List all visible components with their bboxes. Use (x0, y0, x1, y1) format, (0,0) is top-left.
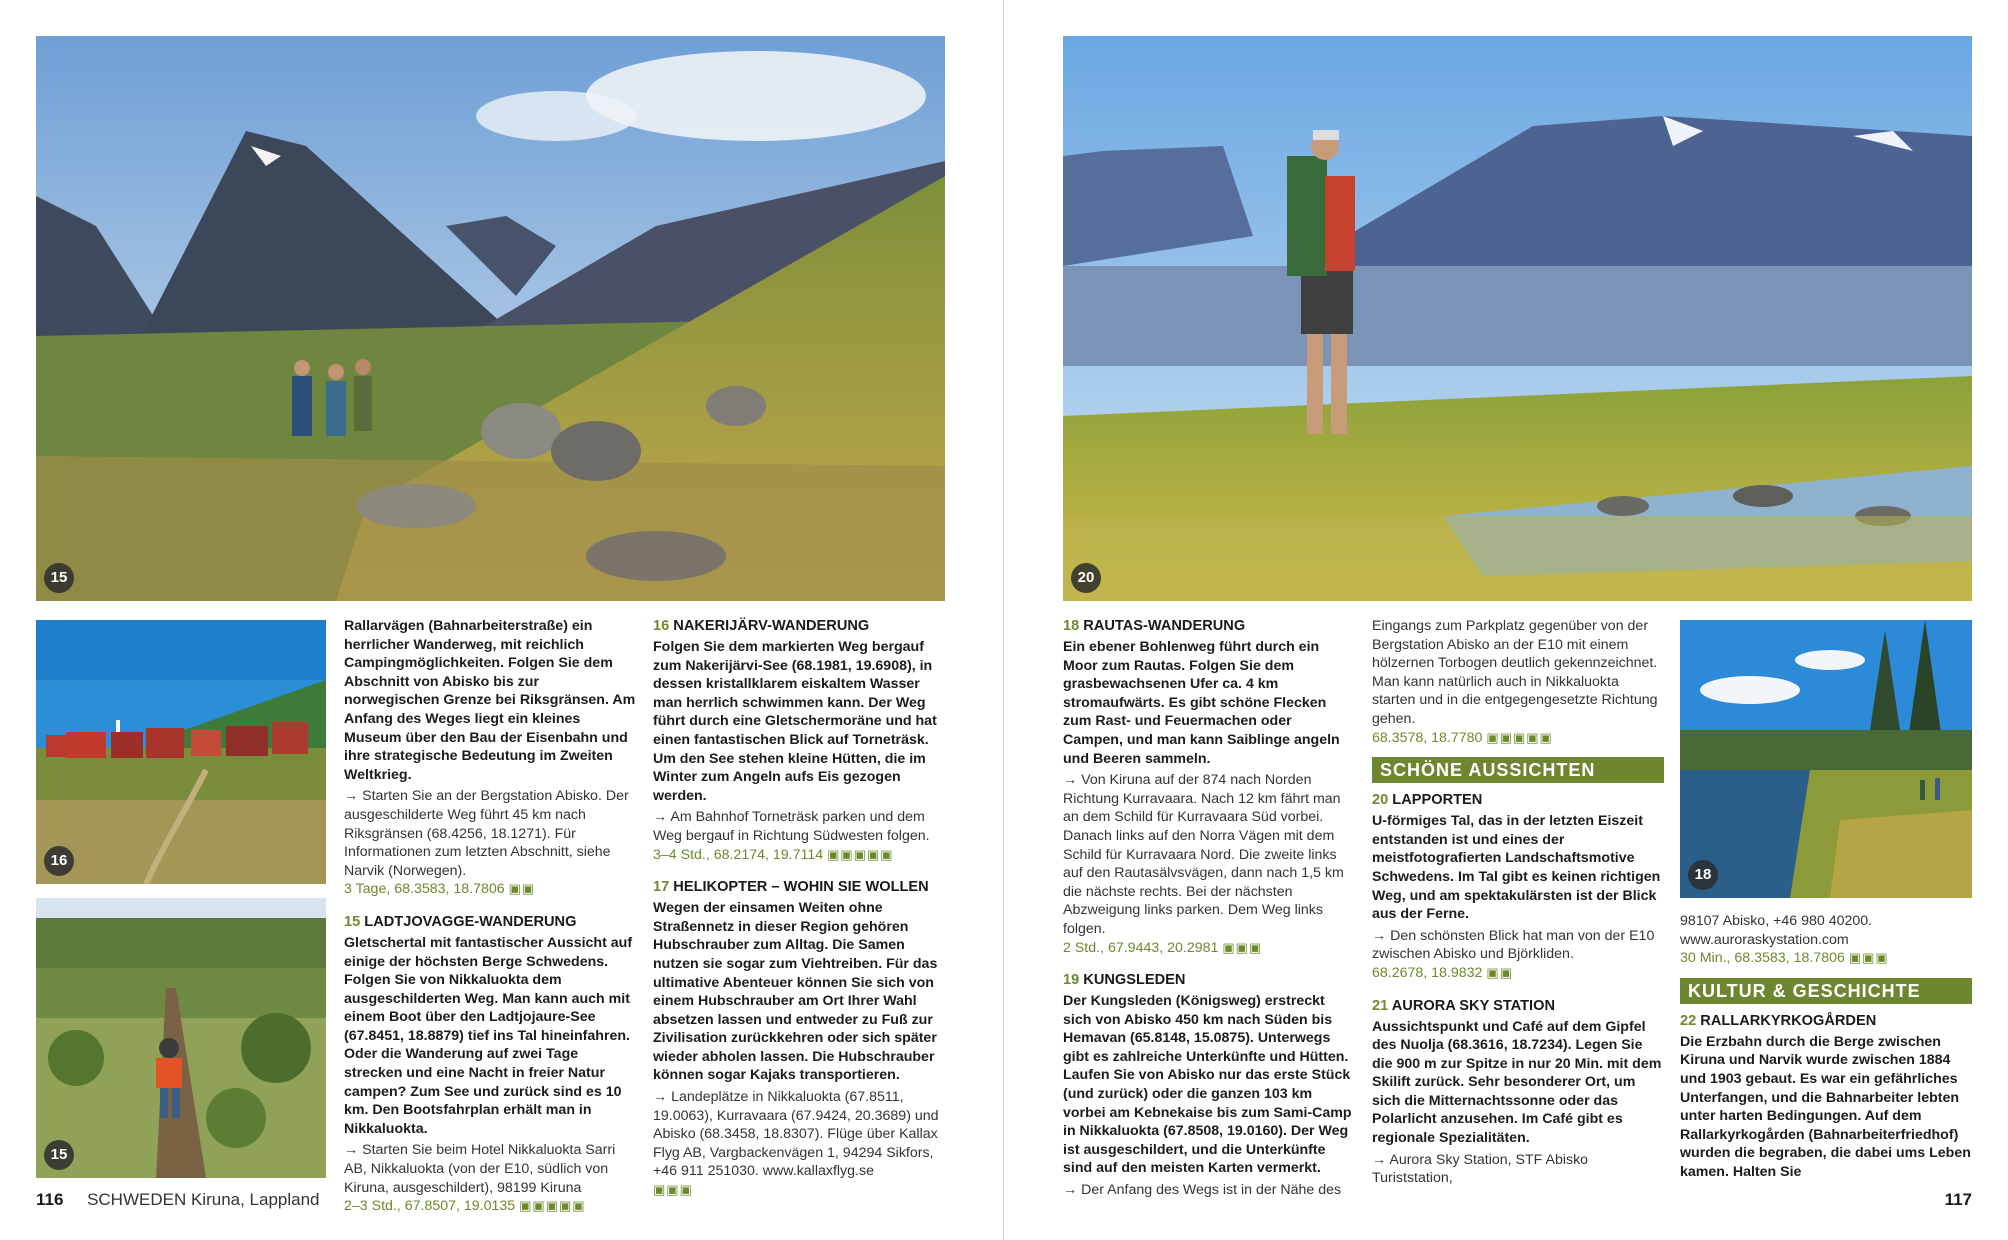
entry-18-heading (1063, 617, 1355, 636)
left-column-1 (344, 617, 636, 1216)
arrow-right-icon: → (653, 1089, 668, 1106)
entry-18-body: Ein ebener Bohlenweg führt durch ein Moor zum Rautas. Folgen Sie dem grasbewachsenen Ufer ca. 4 km stromaufwärts. Es gibt schöne Flecken zum Rast- und Feuermachen oder Campen, und man kann Saiblinge angeln und Beeren sammeln. (1063, 639, 1340, 767)
entry-number: 22 (1680, 1012, 1697, 1029)
facility-icons: ▣▣ (508, 881, 536, 897)
photo-number-badge: 15 (44, 1140, 74, 1170)
photo-number-badge: 20 (1071, 563, 1101, 593)
chapter-country: SCHWEDEN (87, 1190, 187, 1209)
entry-16-directions (653, 808, 945, 845)
section-heading-views: SCHÖNE AUSSICHTEN (1372, 757, 1664, 783)
photo-hikers-valley (36, 36, 945, 601)
rallarvagen-directions (344, 787, 636, 880)
entry-15-heading (344, 913, 636, 932)
entry-16-coordinates: 3–4 Std., 68.2174, 19.7114 (653, 846, 824, 863)
arrow-right-icon: → (344, 788, 359, 805)
entry-21-directions (1372, 1151, 1664, 1188)
entry-title: RAUTAS-WANDERUNG (1083, 618, 1246, 634)
right-column-3 (1680, 912, 1972, 1182)
photo-river-forest (1680, 620, 1972, 898)
photo-boardwalk-child (36, 898, 326, 1178)
arrow-right-icon: → (344, 1142, 359, 1159)
entry-title: LADTJOVAGGE-WANDERUNG (364, 913, 577, 930)
entry-17-directions-text: Landeplätze in Nikkaluokta (67.8511, 19.0063), Kurravaara (67.9424, 20.3689) und Abisko (68.3458, 18.8307). Flüge über Kallax Flyg AB, Vargbackenvägen 1, 94294 Sikfors, +46 911 251030. www.kallaxflyg.se (653, 1089, 939, 1180)
entry-19-body: Der Kungsleden (Königsweg) erstreckt sich von Abisko 450 km nach Süden bis Hemavan (65.8148, 15.0875). Unterwegs gibt es zahlreiche Unterkünfte und Hütten. Laufen Sie von Abisko nur das erste Stück (und zurück) oder die ganzen 103 km vorbei am Kebnekaise bis zum Sami-Camp in Nikkaluokta (67.8508, 19.0160). Der Weg ist ausgeschildert, und die Unterkünfte sind auf den meisten Karten vermerkt. (1063, 993, 1352, 1177)
entry-18-meta (1063, 939, 1355, 958)
entry-20-heading (1372, 791, 1664, 810)
entry-number: 21 (1372, 997, 1389, 1014)
photo-number-badge: 15 (44, 563, 74, 593)
entry-number: 20 (1372, 792, 1389, 809)
facility-icons: ▣▣▣▣▣ (1486, 729, 1553, 745)
photo-red-huts-image (36, 620, 326, 884)
entry-17-directions (653, 1088, 945, 1181)
arrow-right-icon: → (1372, 927, 1387, 944)
arrow-right-icon: → (1063, 772, 1078, 789)
entry-21-heading (1372, 997, 1664, 1016)
page-number: 117 (1944, 1190, 1972, 1209)
entry-19-coordinates: 68.3578, 18.7780 (1372, 729, 1483, 746)
page-number: 116 (36, 1190, 64, 1209)
entry-15-body: Gletschertal mit fantastischer Aussicht auf einige der höchsten Berge Schwedens. Folgen Sie von Nikkaluokta dem ausgeschilderten Weg. Man kann auch mit einem Boot über den Ladtjojaure-See (67.8451, 18.8879) tief ins Tal hineinfahren. Oder die Wanderung auf zwei Tage strecken und eine Nacht in freier Natur campen? Zum See und zurück sind es 10 km. Den Bootsfahrplan erhält man in Nikkaluokta. (344, 934, 633, 1137)
entry-15-coordinates: 2–3 Std., 67.8507, 19.0135 (344, 1198, 516, 1215)
entry-21-meta (1680, 949, 1972, 968)
entry-18-coordinates: 2 Std., 67.9443, 20.2981 (1063, 939, 1219, 956)
page-gutter (1003, 0, 1004, 1240)
entry-21-body: Aussichtspunkt und Café auf dem Gipfel des Nuolja (68.3616, 18.7234). Legen Sie die 900 m zur Spitze in nur 20 Min. mit dem Skilift zurück. Sehr besonderer Ort, um sich die Mitternachtssonne oder das Polarlicht anzusehen. Im Café gibt es regionale Spezialitäten. (1372, 1018, 1662, 1147)
arrow-right-icon: → (1372, 1151, 1387, 1168)
entry-18-directions (1063, 771, 1355, 938)
entry-19-directions-continued: Eingangs zum Parkplatz gegenüber von der Bergstation Abisko an der E10 mit einem hölzernen Torbogen deutlich gekennzeichnet. Man kann natürlich auch in Nikkaluokta starten und in die entgegengesetzte Richtung gehen. (1372, 618, 1658, 727)
entry-title: KUNGSLEDEN (1083, 972, 1186, 989)
entry-22-heading (1680, 1012, 1972, 1031)
facility-icons: ▣▣▣▣▣ (519, 1198, 586, 1214)
left-column-2 (653, 617, 945, 1200)
entry-21-directions-text: Aurora Sky Station, STF Abisko Turiststation, (1372, 1151, 1589, 1187)
facility-icons: ▣▣▣ (653, 1182, 693, 1198)
entry-22-body: Die Erzbahn durch die Berge zwischen Kiruna und Narvik wurde zwischen 1884 und 1903 gebaut. Es war ein gefährliches Unterfangen, und die Bahnarbeiter lebten unter harten Bedingungen. Auf dem Rallarkyrkogården (Bahnarbeiterfriedhof) wurden die begraben, die dabei ums Leben kamen. Halten Sie (1680, 1033, 1971, 1180)
entry-15-meta (344, 1197, 636, 1216)
photo-boardwalk-child-image (36, 898, 326, 1178)
facility-icons: ▣▣▣ (1848, 950, 1889, 966)
entry-title: AURORA SKY STATION (1391, 997, 1555, 1014)
right-page-footer (1945, 1190, 1972, 1210)
photo-river-forest-image (1680, 620, 1972, 898)
entry-18-directions-text: Von Kiruna auf der 874 nach Norden Richtung Kurravaara. Nach 12 km fährt man an dem Schild für Kurravaara Süd vorbei. Danach links auf den Norra Vägen mit dem Schild für Kurravaara Nord. Die zweite links auf den Rautasälvsvägen, dann nach 1,5 km die nächste rechts. Bei der nächsten Abzweigung links parken. Dem Weg links folgen. (1063, 772, 1344, 937)
arrow-right-icon: → (653, 809, 668, 826)
right-column-2 (1372, 617, 1664, 1188)
photo-number-badge: 16 (44, 846, 74, 876)
photo-hiker-lapporten (1063, 36, 1972, 601)
rallarvagen-meta (344, 880, 636, 899)
entry-19-meta (1372, 729, 1664, 748)
entry-15-directions (344, 1141, 636, 1197)
entry-title: LAPPORTEN (1392, 792, 1483, 809)
facility-icons: ▣▣▣ (1222, 939, 1263, 955)
entry-20-meta (1372, 964, 1664, 983)
entry-16-directions-text: Am Bahnhof Torneträsk parken und dem Weg bergauf in Richtung Südwesten folgen. (653, 809, 930, 844)
entry-title: RALLARKYRKOGÅRDEN (1700, 1012, 1877, 1029)
entry-20-coordinates: 68.2678, 18.9832 (1372, 964, 1483, 981)
entry-16-heading (653, 617, 945, 636)
facility-icons: ▣▣ (1486, 964, 1513, 980)
left-page-footer (36, 1190, 320, 1210)
entry-17-body: Wegen der einsamen Weiten ohne Straßennetz in dieser Region gehören Hubschrauber zum Alltag. Die Samen nutzen sie sogar zum Viehtreiben. Für das ultimative Abenteuer können Sie sich von einem Hubschrauber am Ort Ihrer Wahl absetzen lassen und entweder zu Fuß zur Zivilisation zurückkehren oder sich später wieder abholen lassen. Die Hubschrauber können sogar Kajaks transportieren. (653, 900, 938, 1084)
entry-17-meta (653, 1181, 945, 1200)
rallarvagen-intro-text: Rallarvägen (Bahnarbeiterstraße) ein herrlicher Wanderweg, mit reichlich Campingmöglichkeiten. Folgen Sie dem Abschnitt von Abisko bis zur norwegischen Grenze bei Riksgränsen. Am Anfang des Weges liegt ein kleines Museum über den Bau der Eisenbahn und ihre strategische Bedeutung im Zweiten Weltkrieg. (344, 618, 636, 783)
arrow-right-icon: → (1063, 1182, 1078, 1199)
entry-19-directions (1063, 1181, 1355, 1200)
photo-hikers-valley-image (36, 36, 945, 601)
entry-number: 19 (1063, 972, 1080, 989)
entry-21-coordinates: 30 Min., 68.3583, 18.7806 (1680, 950, 1845, 967)
entry-19-directions-text: Der Anfang des Wegs ist in der Nähe des (1081, 1182, 1342, 1199)
entry-number: 15 (344, 913, 361, 930)
rallarvagen-directions-text: Starten Sie an der Bergstation Abisko. Der ausgeschilderte Weg führt 45 km nach Riksgränsen (68.4256, 18.1271). Für Informationen zum letzten Abschnitt, siehe Narvik (Norwegen). (344, 788, 629, 879)
chapter-region: Kiruna, Lappland (190, 1190, 320, 1209)
entry-21-directions-continued: 98107 Abisko, +46 980 40200. www.auroraskystation.com (1680, 913, 1873, 948)
photo-number-badge: 18 (1688, 860, 1718, 890)
entry-19-heading (1063, 971, 1355, 990)
entry-number: 17 (653, 879, 670, 896)
entry-15-directions-text: Starten Sie beim Hotel Nikkaluokta Sarri AB, Nikkaluokta (von der E10, südlich von Kiruna, ausgeschildert), 98199 Kiruna (344, 1142, 616, 1196)
photo-red-huts (36, 620, 326, 884)
entry-title: HELIKOPTER – WOHIN SIE WOLLEN (673, 879, 929, 896)
entry-20-directions-text: Den schönsten Blick hat man von der E10 zwischen Abisko und Björkliden. (1372, 927, 1655, 963)
entry-20-directions (1372, 927, 1664, 964)
entry-17-heading (653, 878, 945, 897)
entry-16-meta (653, 846, 945, 865)
right-column-1 (1063, 617, 1355, 1200)
entry-20-body: U-förmiges Tal, das in der letzten Eiszeit entstanden ist und eines der meistfotografierten Landschaftsmotive Schwedens. Im Tal gibt es keinen richtigen Weg, und am spektakulärsten ist der Blick aus der Ferne. (1372, 813, 1661, 923)
entry-title: NAKERIJÄRV-WANDERUNG (673, 618, 870, 634)
rallarvagen-coordinates: 3 Tage, 68.3583, 18.7806 (344, 881, 505, 898)
entry-16-body: Folgen Sie dem markierten Weg bergauf zum Nakerijärvi-See (68.1981, 19.6908), in dessen kristallklarem eiskaltem Wasser man herrlich schwimmen kann. Der Weg führt durch eine Gletschermoräne und hat einen fantastischen Blick auf Torneträsk. Um den See stehen kleine Hütten, die im Winter zum Angeln aufs Eis gezogen werden. (653, 639, 937, 804)
entry-number: 18 (1063, 618, 1080, 634)
entry-number: 16 (653, 618, 670, 634)
facility-icons: ▣▣▣▣▣ (827, 846, 894, 862)
photo-hiker-lapporten-image (1063, 36, 1972, 601)
section-heading-culture: KULTUR & GESCHICHTE (1680, 978, 1972, 1004)
